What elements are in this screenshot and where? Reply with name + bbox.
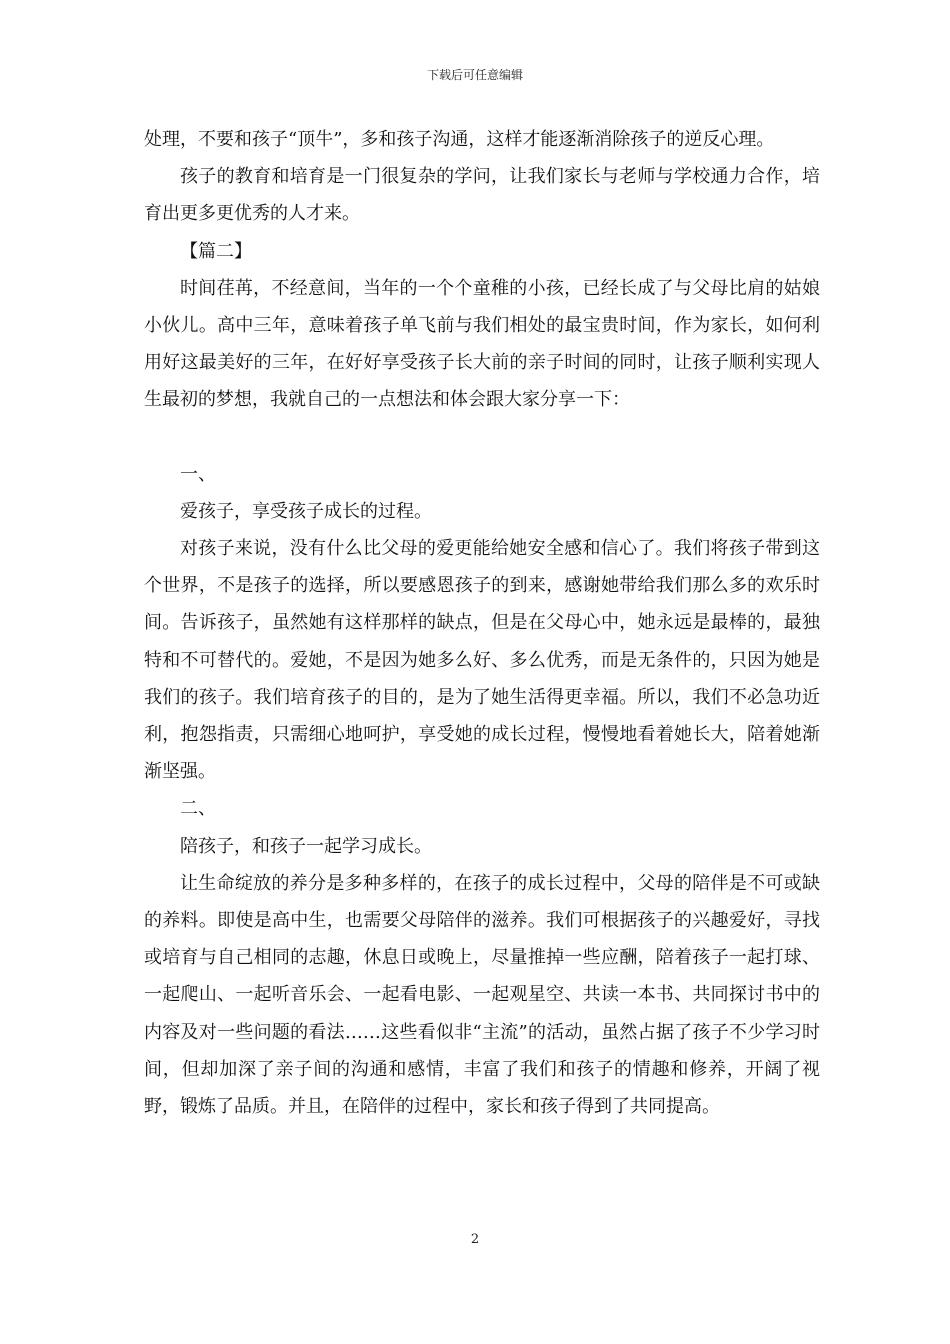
page-header: 下载后可任意编辑 — [426, 68, 523, 82]
section-heading: 【篇二】 — [180, 240, 252, 262]
paragraph-continuation: 处理，不要和孩子“顶牛”，多和孩子沟通，这样才能逐渐消除孩子的逆反心理。 — [144, 129, 775, 150]
point-number-two: 二、 — [180, 798, 216, 820]
blank-line — [144, 419, 820, 456]
document-body — [144, 121, 820, 1125]
paragraph-point-one: 对孩子来说，没有什么比父母的爱更能给她安全感和信心了。我们将孩子带到这个世界，不是孩子的选择，所以要感恩孩子的到来，感谢她带给我们那么多的欢乐时间。告诉孩子，虽然她有这样那样的缺点，但是在父母心中，她永远是最棒的，最独特和不可替代的。爱她，不是因为她多么好、多么优秀，而是无条件的，只因为她是我们的孩子。我们培育孩子的目的，是为了她生活得更幸福。所以，我们不必急功近利，抱怨指责，只需细心地呵护，享受她的成长过程，慢慢地看着她长大，陪着她渐渐坚强。 — [144, 538, 820, 783]
point-number-one: 一、 — [180, 463, 216, 485]
point-title-one: 爱孩子，享受孩子成长的过程。 — [180, 500, 432, 522]
paragraph-conclusion: 孩子的教育和培育是一门很复杂的学问，让我们家长与老师与学校通力合作，培育出更多更优秀的人才来。 — [144, 166, 820, 225]
page-number: 2 — [470, 1232, 480, 1247]
point-title-two: 陪孩子，和孩子一起学习成长。 — [180, 835, 432, 857]
paragraph-intro: 时间荏苒，不经意间，当年的一个个童稚的小孩，已经长成了与父母比肩的姑娘小伙儿。高中三年，意味着孩子单飞前与我们相处的最宝贵时间，作为家长，如何利用好这最美好的三年，在好好享受孩子长大前的亲子时间的同时，让孩子顺利实现人生最初的梦想，我就自己的一点想法和体会跟大家分享一下： — [144, 277, 820, 411]
paragraph-point-two: 让生命绽放的养分是多种多样的，在孩子的成长过程中，父母的陪伴是不可或缺的养料。即使是高中生，也需要父母陪伴的滋养。我们可根据孩子的兴趣爱好，寻找或培育与自己相同的志趣，休息日或晚上，尽量推掉一些应酬，陪着孩子一起打球、一起爬山、一起听音乐会、一起看电影、一起观星空、共读一本书、共同探讨书中的内容及对一些问题的看法……这些看似非“主流”的活动，虽然占据了孩子不少学习时间，但却加深了亲子间的沟通和感情，丰富了我们和孩子的情趣和修养，开阔了视野，锻炼了品质。并且，在陪伴的过程中，家长和孩子得到了共同提高。 — [144, 872, 820, 1118]
